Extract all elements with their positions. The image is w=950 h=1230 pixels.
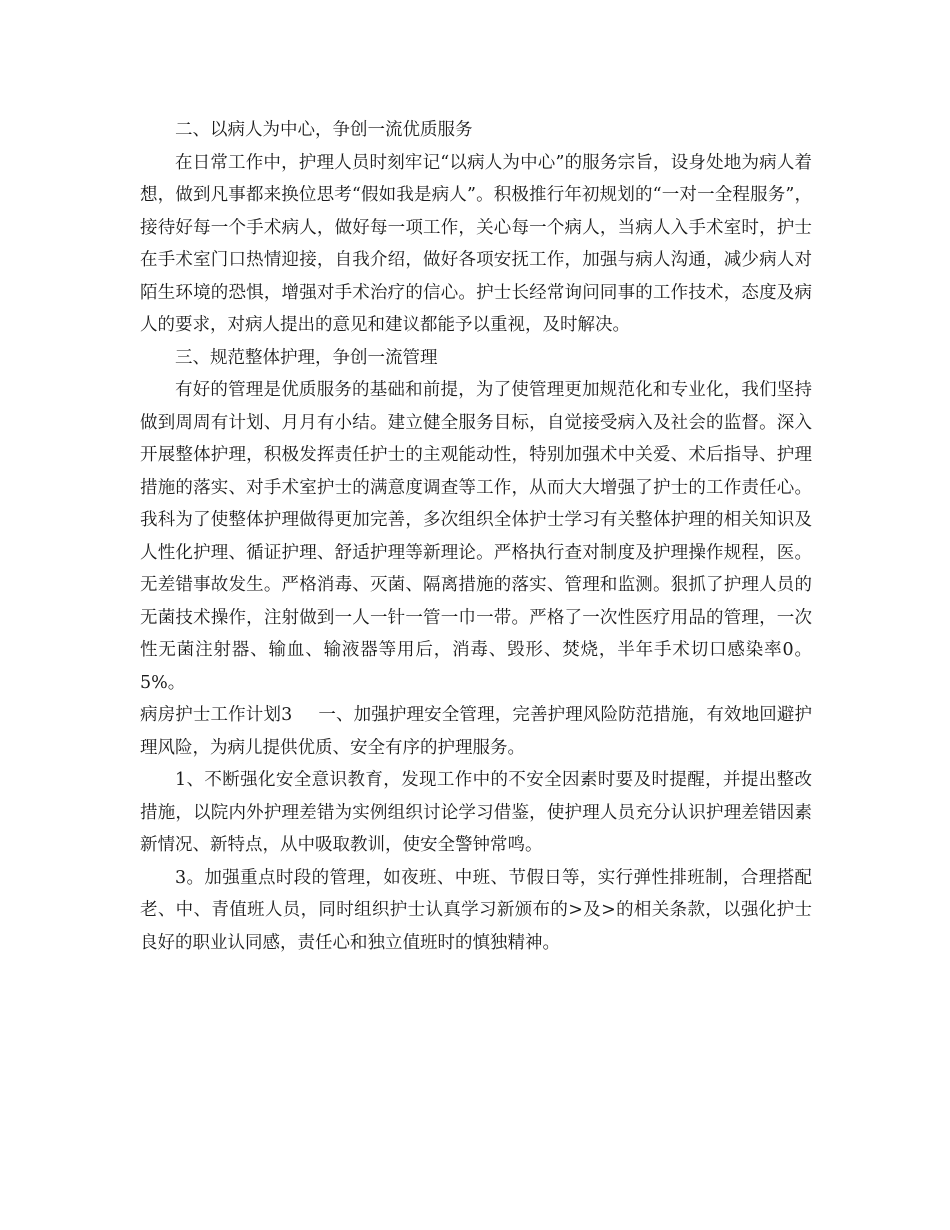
list-item-3: 3。加强重点时段的管理，如夜班、中班、节假日等，实行弹性排班制，合理搭配老、中、青值班人员，同时组织护士认真学习新颁布的>及>的相关条款，以强化护士良好的职业认同感，责任心和独立值班时的慎独精神。 (140, 867, 812, 953)
paragraph-management: 有好的管理是优质服务的基础和前提，为了使管理更加规范化和专业化，我们坚持做到周周有计划、月月有小结。建立健全服务目标，自觉接受病入及社会的监督。深入开展整体护理，积极发挥责任护士的主观能动性，特别加强术中关爱、术后指导、护理措施的落实、对手术室护士的满意度调查等工作，从而大大增强了护士的工作责任心。我科为了使整体护理做得更加完善，多次组织全体护士学习有关整体护理的相关知识及人性化护理、循证护理、舒适护理等新理论。严格执行查对制度及护理操作规程，医。无差错事故发生。严格消毒、灭菌、隔离措施的落实、管理和监测。狠抓了护理人员的无菌技术操作，注射做到一人一针一管一巾一带。严格了一次性医疗用品的管理，一次性无菌注射器、输血、输液器等用后，消毒、毁形、焚烧，半年手术切口感染率0。5%。 (140, 380, 812, 693)
list-item-1: 1、不断强化安全意识教育，发现工作中的不安全因素时要及时提醒，并提出整改措施，以院内外护理差错为实例组织讨论学习借鉴，使护理人员充分认识护理差错因素新情况、新特点，从中吸取教训，使安全警钟常鸣。 (140, 770, 812, 855)
plan-title: 病房护士工作计划3 (140, 705, 293, 725)
plan-lead-text: 一、加强护理安全管理，完善护理风险防范措施，有效地回避护理风险，为病儿提供优质、安全有序的护理服务。 (140, 705, 812, 758)
paragraph-plan-3 (140, 699, 812, 764)
paragraph-patient-centered-service: 在日常工作中，护理人员时刻牢记“以病人为中心”的服务宗旨，设身处地为病人着想，做到凡事都来换位思考“假如我是病人”。积极推行年初规划的“一对一全程服务”，接待好每一个手术病人，做好每一项工作，关心每一个病人，当病人入手术室时，护士在手术室门口热情迎接，自我介绍，做好各项安抚工作，加强与病人沟通，减少病人对陌生环境的恐惧，增强对手术治疗的信心。护士长经常询问同事的工作技术，态度及病人的要求，对病人提出的意见和建议都能予以重视，及时解决。 (140, 152, 812, 335)
section-heading-patient-centered: 二、以病人为中心，争创一流优质服务 (175, 120, 473, 140)
section-heading-holistic-nursing: 三、规范整体护理，争创一流管理 (175, 347, 438, 368)
document-body (140, 114, 812, 959)
